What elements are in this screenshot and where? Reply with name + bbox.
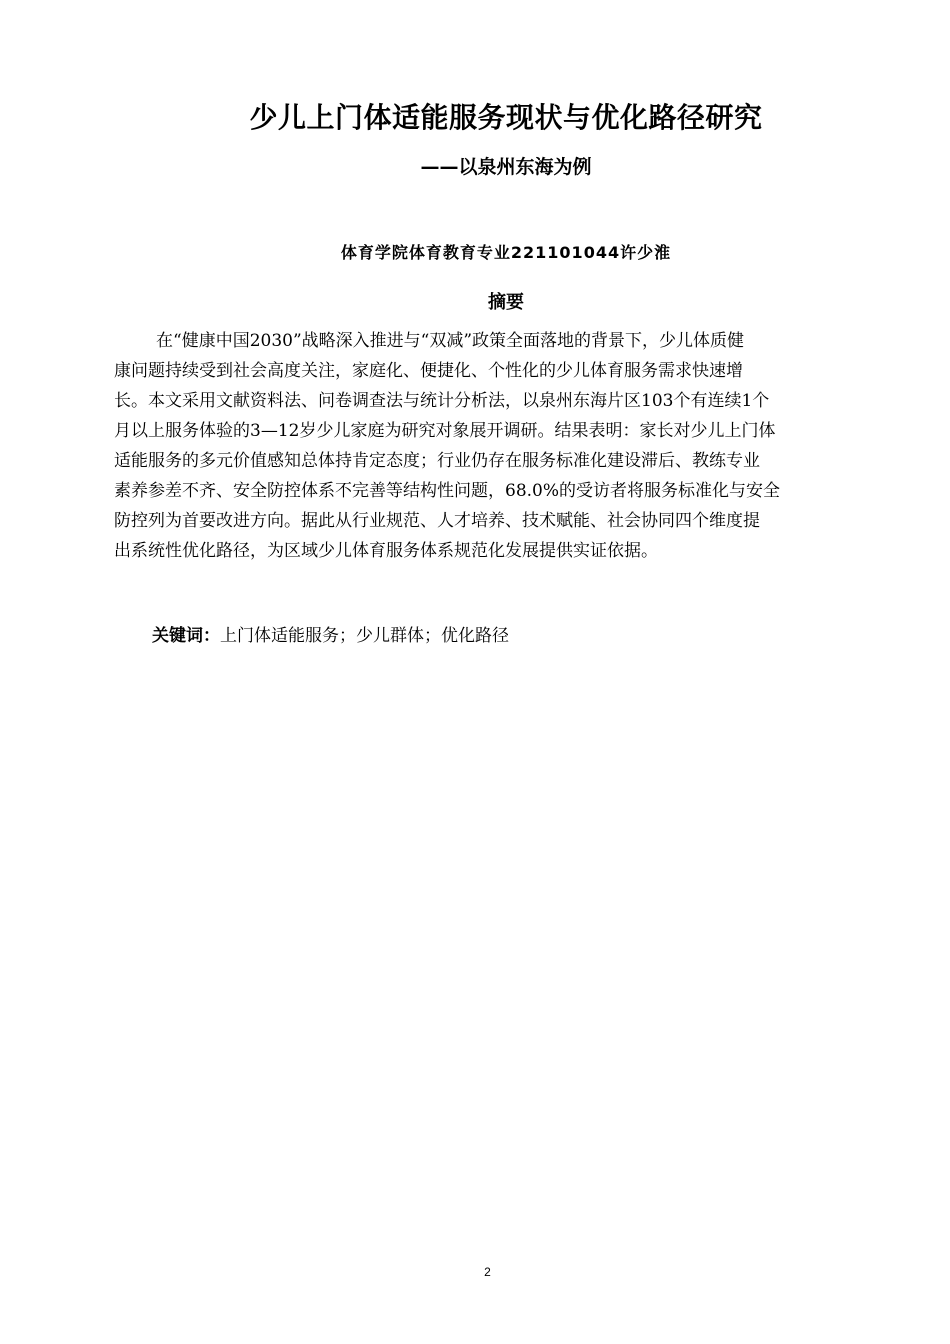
abstract-line: 长。本文采用文献资料法、问卷调查法与统计分析法，以泉州东海片区103个有连续1个	[114, 391, 770, 411]
page-number: 2	[484, 1265, 491, 1279]
abstract-line: 在“健康中国2030”战略深入推进与“双减”政策全面落地的背景下，少儿体质健	[156, 331, 745, 351]
abstract-heading: 摘要	[488, 292, 524, 313]
abstract-line: 素养参差不齐、安全防控体系不完善等结构性问题，68.0%的受访者将服务标准化与安全	[114, 481, 781, 501]
abstract-line: 月以上服务体验的3—12岁少儿家庭为研究对象展开调研。结果表明：家长对少儿上门体	[114, 421, 776, 441]
keywords-text: 上门体适能服务；少儿群体；优化路径	[220, 626, 509, 646]
paper-subtitle: ——以泉州东海为例	[420, 156, 592, 178]
paper-title: 少儿上门体适能服务现状与优化路径研究	[249, 101, 763, 134]
abstract-line: 防控列为首要改进方向。据此从行业规范、人才培养、技术赋能、社会协同四个维度提	[114, 511, 760, 531]
abstract-body	[114, 326, 856, 566]
keywords-label: 关键词：	[152, 626, 220, 646]
keywords-line	[152, 622, 509, 650]
author-line: 体育学院体育教育专业221101044许少淮	[340, 243, 672, 262]
abstract-line: 适能服务的多元价值感知总体持肯定态度；行业仍存在服务标准化建设滞后、教练专业	[114, 451, 760, 471]
abstract-line: 出系统性优化路径，为区域少儿体育服务体系规范化发展提供实证依据。	[114, 541, 658, 561]
abstract-line: 康问题持续受到社会高度关注，家庭化、便捷化、个性化的少儿体育服务需求快速增	[114, 361, 743, 381]
